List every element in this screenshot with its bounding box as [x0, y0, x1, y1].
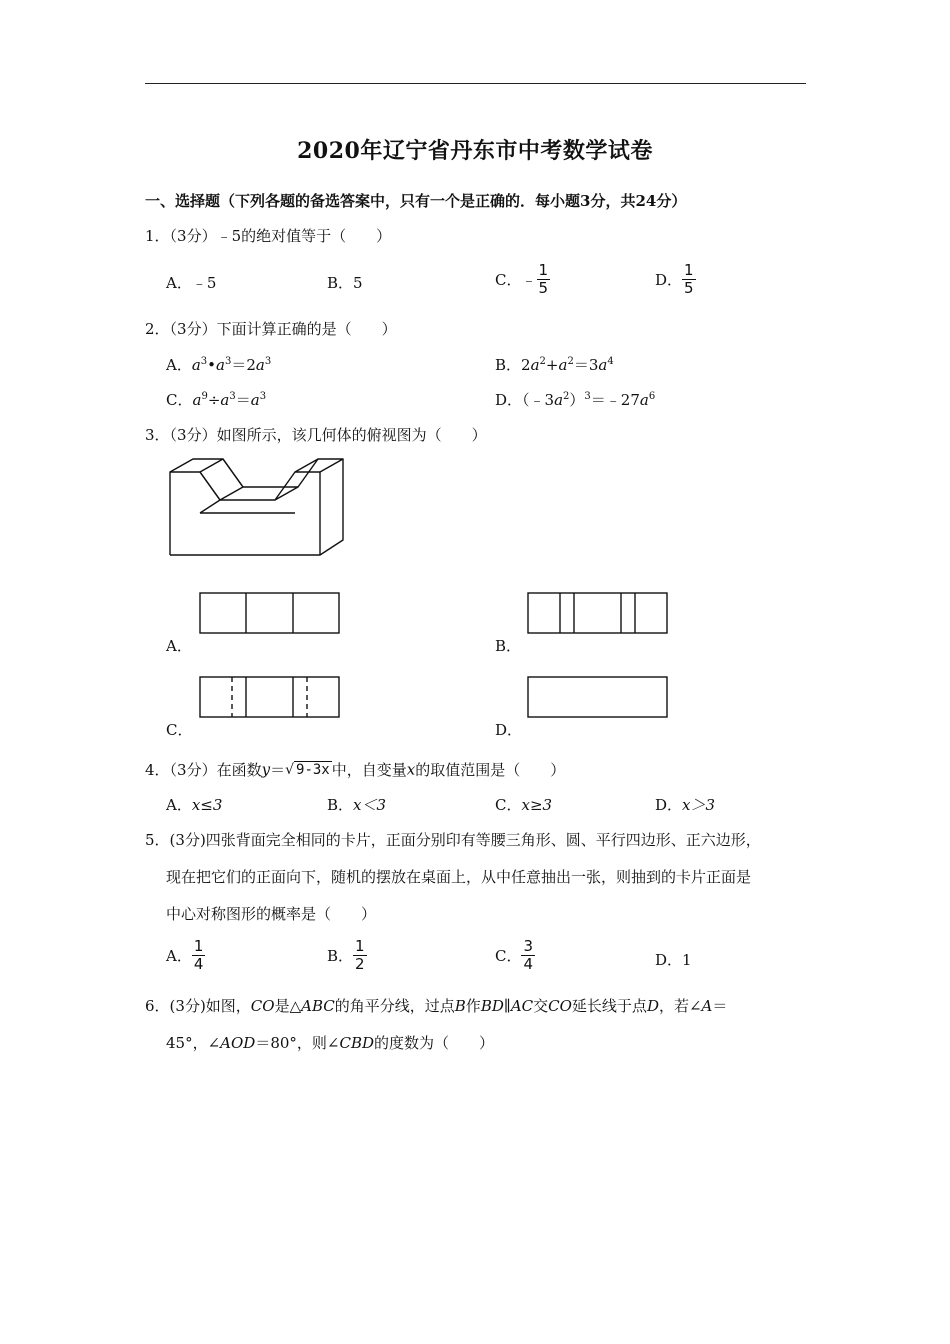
q4-var-y: y	[261, 760, 271, 779]
q5-option-d[interactable]: D．1	[655, 951, 692, 969]
question-3-stem: 3．（3分）如图所示，该几何体的俯视图为（ ）	[145, 426, 487, 444]
q6-text: 延长线于点	[571, 997, 647, 1015]
q5-option-c-fraction	[521, 938, 535, 973]
fraction-denominator: 5	[538, 279, 549, 297]
q4-option-c[interactable]	[495, 794, 552, 815]
option-b-topview	[527, 592, 669, 634]
q4-option-b-label: B．	[327, 796, 354, 814]
q5-option-c-label: C．	[495, 947, 522, 965]
q6-parallel-symbol: ∥	[503, 997, 511, 1015]
q1-option-d[interactable]	[655, 262, 696, 297]
q3-option-a[interactable]: A．	[166, 637, 192, 655]
q1-option-c-label: C．	[495, 271, 522, 289]
q4-var-x: x	[406, 760, 416, 779]
q4-equals: ＝	[270, 761, 286, 779]
option-a-topview	[199, 592, 341, 634]
page-title: 2020年辽宁省丹东市中考数学试卷	[297, 138, 653, 164]
fraction-numerator: 1	[193, 937, 204, 955]
q6-text: 交	[533, 997, 549, 1015]
fraction-denominator: 2	[355, 955, 365, 973]
q4-option-d-value: x＞3	[682, 796, 716, 814]
q5-option-a-label: A．	[166, 947, 192, 965]
q4-stem-middle: 中，自变量	[331, 761, 407, 779]
q5-option-b[interactable]	[327, 938, 367, 973]
fraction-denominator: 4	[523, 955, 534, 973]
question-6-line-2	[166, 1032, 494, 1053]
q6-text: 6．(3分)如图，	[145, 997, 251, 1015]
option-d-topview	[527, 676, 669, 718]
q4-option-a-value: x≤3	[191, 796, 223, 814]
q2-option-d[interactable]: D．$(﹣3a^2)^3=﹣27a^6$	[495, 391, 656, 409]
q2-option-a[interactable]: A．$a^3•a^3=2a^3$	[166, 356, 272, 374]
q5-option-c[interactable]	[495, 938, 535, 973]
q1-option-c-sign: ﹣	[521, 271, 537, 289]
fraction-numerator: 1	[355, 937, 365, 955]
fraction-denominator: 4	[193, 955, 204, 973]
q2-option-c-label: C．	[166, 391, 193, 409]
q6-triangle-abc: ABC	[301, 997, 335, 1015]
q3-option-c[interactable]: C．	[166, 721, 193, 739]
q2-option-b[interactable]: B．$2a^2+a^2=3a^4$	[495, 356, 614, 374]
q6-text: ＝80°，则∠	[255, 1034, 340, 1052]
q6-segment-co: CO	[250, 997, 275, 1015]
q1-option-d-label: D．	[655, 271, 683, 289]
q6-text: 作	[465, 997, 481, 1015]
q2-option-c[interactable]: C．$a^9\div a^3=a^3$	[166, 391, 267, 409]
q2-option-d-label: D．	[495, 391, 523, 409]
q4-stem-prefix: 4．（3分）在函数	[145, 761, 262, 779]
q6-segment-bd: BD	[480, 997, 504, 1015]
q2-option-b-label: B．	[495, 356, 522, 374]
q1-option-a[interactable]: A．﹣5	[166, 274, 217, 292]
q6-text: 是△	[274, 997, 302, 1015]
square-root-expression: √ 9-3x	[285, 761, 330, 778]
question-5-line-2: 现在把它们的正面向下，随机的摆放在桌面上，从中任意抽出一张，则抽到的卡片正面是	[166, 868, 752, 886]
q6-segment-ac: AC	[510, 997, 534, 1015]
question-4-stem	[145, 759, 565, 780]
q4-stem-end: 的取值范围是（ ）	[415, 761, 566, 779]
q5-option-a-fraction	[192, 938, 206, 973]
q1-option-c-fraction	[537, 262, 551, 297]
q1-option-b[interactable]: B．5	[327, 274, 363, 292]
q3-option-d[interactable]: D．	[495, 721, 523, 739]
fraction-numerator: 3	[523, 937, 534, 955]
q4-option-b[interactable]	[327, 794, 386, 815]
q6-text: 的角平分线，过点	[334, 997, 455, 1015]
question-5-line-3: 中心对称图形的概率是（ ）	[166, 905, 377, 923]
q4-option-c-value: x≥3	[521, 796, 553, 814]
q4-option-c-label: C．	[495, 796, 522, 814]
q4-option-d[interactable]	[655, 794, 715, 815]
header-rule	[145, 83, 806, 84]
solid-figure-diagram	[165, 455, 350, 560]
q5-option-b-label: B．	[327, 947, 354, 965]
q6-text: ，若∠	[658, 997, 702, 1015]
fraction-numerator: 1	[538, 261, 549, 279]
q1-option-c[interactable]	[495, 262, 550, 297]
section-heading: 一、选择题（下列各题的备选答案中，只有一个是正确的．每小题3分，共24分）	[145, 192, 687, 210]
question-5-line-1: 5．(3分)四张背面完全相同的卡片，正面分别印有等腰三角形、圆、平行四边形、正六边形，	[145, 831, 761, 849]
question-1-stem: 1．（3分）﹣5的绝对值等于（ ）	[145, 227, 392, 245]
q6-angle-cbd: CBD	[339, 1034, 374, 1052]
option-c-topview	[199, 676, 341, 718]
q6-point-b: B	[454, 997, 466, 1015]
q5-option-b-fraction	[353, 938, 367, 973]
radicand: 9-3x	[296, 761, 330, 778]
question-6-line-1	[145, 995, 727, 1016]
q6-text: 45°，∠	[166, 1034, 221, 1052]
q4-option-a-label: A．	[166, 796, 192, 814]
q6-angle-aod: AOD	[220, 1034, 256, 1052]
fraction-denominator: 5	[684, 279, 694, 297]
fraction-numerator: 1	[684, 261, 694, 279]
question-2-stem: 2．（3分）下面计算正确的是（ ）	[145, 320, 397, 338]
q6-text: 的度数为（ ）	[374, 1034, 495, 1052]
q5-option-a[interactable]	[166, 938, 205, 973]
q1-option-d-fraction	[682, 262, 696, 297]
q3-option-b[interactable]: B．	[495, 637, 522, 655]
q4-option-d-label: D．	[655, 796, 683, 814]
q6-angle-a: A	[701, 997, 713, 1015]
q6-segment-co: CO	[548, 997, 572, 1015]
q4-option-a[interactable]	[166, 794, 222, 815]
q4-option-b-value: x＜3	[353, 796, 387, 814]
q6-text: ＝	[712, 997, 728, 1015]
q6-point-d: D	[646, 997, 659, 1015]
q2-option-a-label: A．	[166, 356, 192, 374]
